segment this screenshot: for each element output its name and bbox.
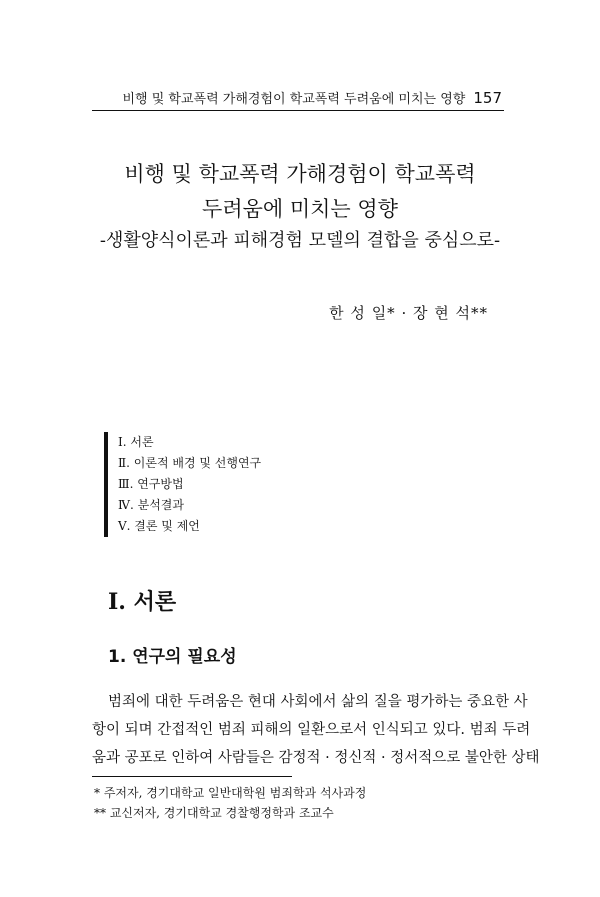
authors: 한 성 일* · 장 현 석**	[329, 304, 488, 322]
header-rule	[92, 110, 504, 111]
toc-item: Ⅱ. 이론적 배경 및 선행연구	[118, 456, 262, 470]
page-number: 157	[473, 89, 502, 107]
footnote-rule	[92, 776, 292, 777]
section-heading: Ⅰ. 서론	[108, 589, 177, 615]
paper-title-line-2: 두려움에 미치는 영향	[202, 197, 398, 221]
footnote: * 주저자, 경기대학교 일반대학원 범죄학과 석사과정	[94, 786, 367, 800]
paper-subtitle: -생활양식이론과 피해경험 모델의 결합을 중심으로-	[99, 230, 501, 251]
running-header-title: 비행 및 학교폭력 가해경험이 학교폭력 두려움에 미치는 영향	[122, 92, 466, 107]
body-text-line: 움과 공포로 인하여 사람들은 감정적 · 정신적 · 정서적으로 불안한 상태	[92, 750, 540, 766]
toc-item: Ⅲ. 연구방법	[118, 477, 184, 491]
running-header	[92, 88, 502, 107]
subsection-heading: 1. 연구의 필요성	[108, 647, 237, 667]
body-text-line: 항이 되며 간접적인 범죄 피해의 일환으로서 인식되고 있다. 범죄 두려	[92, 722, 531, 738]
toc-item: Ⅰ. 서론	[118, 435, 154, 449]
body-text-line: 범죄에 대한 두려움은 현대 사회에서 삶의 질을 평가하는 중요한 사	[108, 694, 528, 710]
paper-title-line-1: 비행 및 학교폭력 가해경험이 학교폭력	[124, 162, 476, 186]
footnote: ** 교신저자, 경기대학교 경찰행정학과 조교수	[94, 806, 334, 820]
table-of-contents	[104, 432, 261, 537]
toc-item: Ⅴ. 결론 및 제언	[118, 519, 200, 533]
toc-item: Ⅳ. 분석결과	[118, 498, 184, 512]
